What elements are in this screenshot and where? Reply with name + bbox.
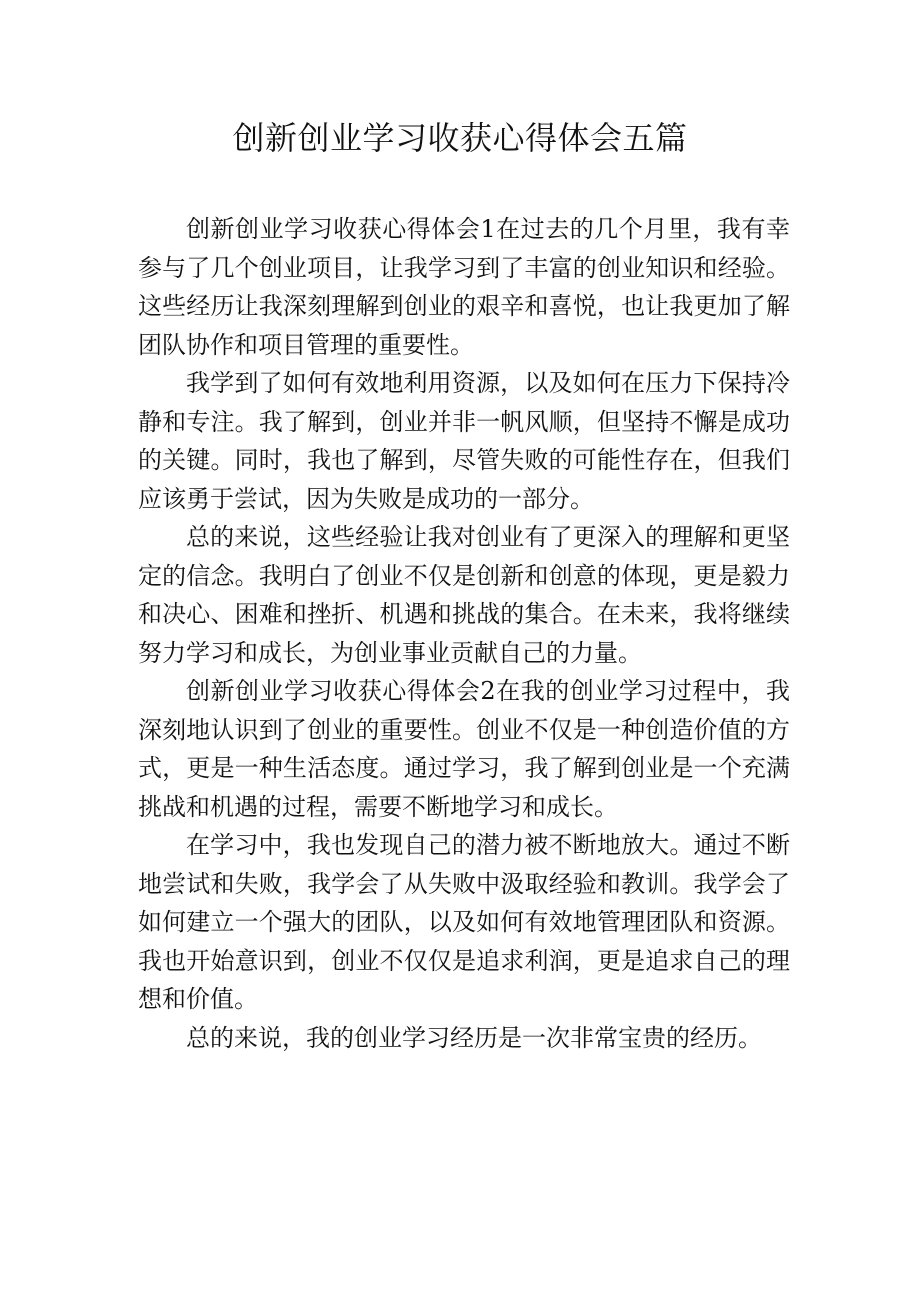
paragraph-2: 我学到了如何有效地利用资源，以及如何在压力下保持冷静和专注。我了解到，创业并非一帆风顺，但坚持不懈是成功的关键。同时，我也了解到，尽管失败的可能性存在，但我们应该勇于尝试，因为失败是成功的一部分。 [138,369,790,513]
paragraph-5: 在学习中，我也发现自己的潜力被不断地放大。通过不断地尝试和失败，我学会了从失败中汲取经验和教训。我学会了如何建立一个强大的团队，以及如何有效地管理团队和资源。我也开始意识到，创业不仅仅是追求利润，更是追求自己的理想和价值。 [138,831,790,1013]
document-body [138,210,790,1057]
paragraph-1: 创新创业学习收获心得体会1在过去的几个月里，我有幸参与了几个创业项目，让我学习到了丰富的创业知识和经验。这些经历让我深刻理解到创业的艰辛和喜悦，也让我更加了解团队协作和项目管理的重要性。 [138,215,790,359]
paragraph-3: 总的来说，这些经验让我对创业有了更深入的理解和更坚定的信念。我明白了创业不仅是创新和创意的体现，更是毅力和决心、困难和挫折、机遇和挑战的集合。在未来，我将继续努力学习和成长，为创业事业贡献自己的力量。 [138,523,790,667]
document-title: 创新创业学习收获心得体会五篇 [232,119,688,157]
paragraph-4: 创新创业学习收获心得体会2在我的创业学习过程中，我深刻地认识到了创业的重要性。创业不仅是一种创造价值的方式，更是一种生活态度。通过学习，我了解到创业是一个充满挑战和机遇的过程，需要不断地学习和成长。 [138,677,790,821]
paragraph-6: 总的来说，我的创业学习经历是一次非常宝贵的经历。 [186,1023,762,1052]
